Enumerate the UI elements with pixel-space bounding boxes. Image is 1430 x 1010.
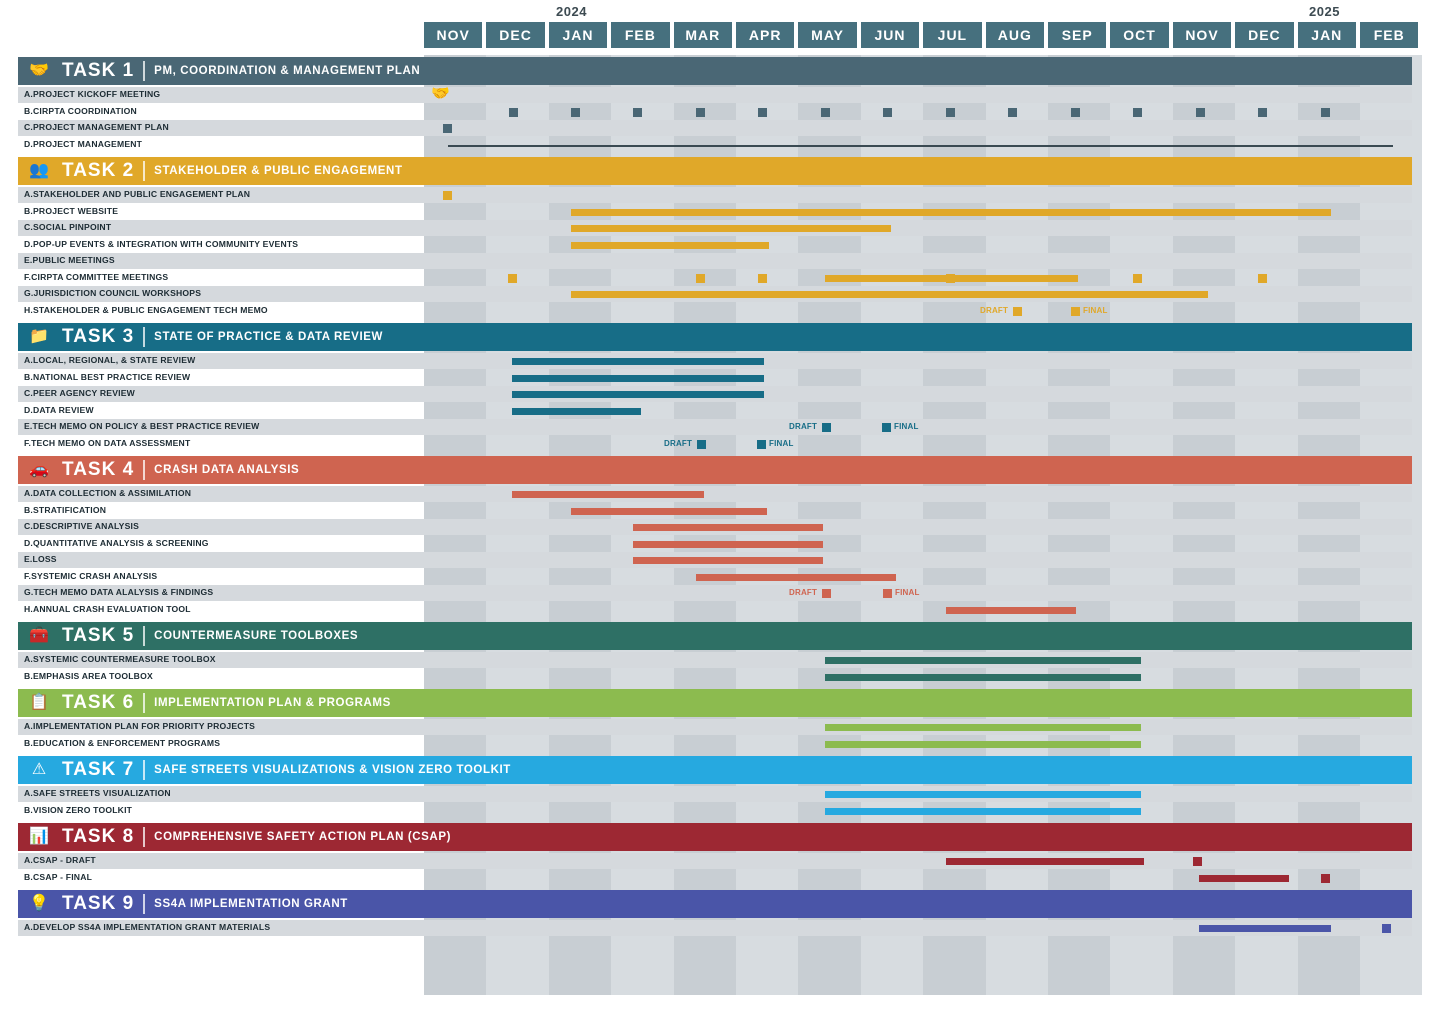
milestone-marker [821,108,830,117]
milestone-marker [443,124,452,133]
row-label: C.DESCRIPTIVE ANALYSIS [24,521,140,531]
task-number: TASK 2 [62,160,135,181]
month-header-oct-11: OCT [1110,22,1170,48]
toolbox-icon: 🧰 [29,627,49,644]
handshake-icon: 🤝 [29,62,49,79]
task-number: TASK 8 [62,826,135,847]
milestone-marker [508,274,517,283]
milestone-label: DRAFT [980,305,1009,315]
month-header-may-6: MAY [798,22,858,48]
task-row [18,486,1412,502]
milestone-marker [1193,857,1202,866]
row-label: A.DEVELOP SS4A IMPLEMENTATION GRANT MATERIALS [24,922,271,932]
milestone-label: FINAL [894,422,919,431]
row-label: A.SYSTEMIC COUNTERMEASURE TOOLBOX [24,654,216,664]
month-header-apr-5: APR [736,22,796,48]
month-header-aug-9: AUG [986,22,1046,48]
month-header-dec-13: DEC [1235,22,1295,48]
row-label: F.SYSTEMIC CRASH ANALYSIS [24,570,158,581]
gantt-bar [512,408,641,415]
gantt-bar [1199,925,1331,932]
task-row [18,120,1412,136]
task-row [18,552,1412,568]
row-label: H.STAKEHOLDER & PUBLIC ENGAGEMENT TECH MEMO [24,304,268,315]
milestone-marker [1013,307,1022,316]
row-label: A.SAFE STREETS VISUALIZATION [24,788,171,798]
milestone-marker [1071,307,1080,316]
task-row [18,303,1412,319]
task-row [18,536,1412,552]
task-row [18,853,1412,869]
row-label: D.QUANTITATIVE ANALYSIS & SCREENING [24,537,209,548]
task-title: COUNTERMEASURE TOOLBOXES [154,630,359,642]
divider [143,327,145,347]
row-label: D.POP-UP EVENTS & INTEGRATION WITH COMMUNITY EVENTS [24,238,299,249]
row-label: C.PROJECT MANAGEMENT PLAN [24,122,169,132]
milestone-label: DRAFT [789,588,818,597]
task-title: SAFE STREETS VISUALIZATIONS & VISION ZERO TOOLKIT [154,764,511,776]
task-row [18,602,1412,618]
task-number: TASK 9 [62,893,135,914]
milestone-label: DRAFT [789,422,818,431]
report-icon: 📊 [29,828,49,845]
task-row [18,519,1412,535]
milestone-marker [883,589,892,598]
task-row [18,786,1412,802]
task-header-task1 [18,57,1412,85]
task-title: COMPREHENSIVE SAFETY ACTION PLAN (CSAP) [154,831,452,843]
folder-icon: 📁 [29,328,49,345]
task-row [18,187,1412,203]
divider [143,626,145,646]
divider [143,61,145,81]
milestone-marker [696,274,705,283]
milestone-marker [697,440,706,449]
milestone-marker [1133,274,1142,283]
task-header-task8 [18,823,1412,851]
task-row [18,419,1412,435]
milestone-marker [509,108,518,117]
gantt-bar [571,508,767,515]
month-header-nov-0: NOV [424,22,484,48]
month-header-feb-3: FEB [611,22,671,48]
milestone-marker [883,108,892,117]
task-number: TASK 4 [62,459,135,480]
milestone-label: FINAL [769,438,794,448]
milestone-marker [758,108,767,117]
gantt-bar [825,657,1141,664]
row-label: A.PROJECT KICKOFF MEETING [24,89,161,99]
gantt-bar [571,291,1208,298]
task-number: TASK 5 [62,625,135,646]
task-row [18,137,1412,153]
duration-line [448,145,1393,147]
row-label: D.PROJECT MANAGEMENT [24,138,143,149]
milestone-marker [822,589,831,598]
gantt-bar [512,491,704,498]
gantt-bar [696,574,896,581]
milestone-marker [1196,108,1205,117]
month-header-jan-2: JAN [549,22,609,48]
row-label: B.STRATIFICATION [24,504,107,515]
milestone-marker [822,423,831,432]
row-label: E.TECH MEMO ON POLICY & BEST PRACTICE REVIEW [24,421,260,431]
divider [143,827,145,847]
milestone-marker [757,440,766,449]
milestone-marker [443,191,452,200]
milestone-label: DRAFT [664,438,693,448]
milestone-marker [696,108,705,117]
task-title: CRASH DATA ANALYSIS [154,464,300,476]
divider [143,460,145,480]
month-header-jun-7: JUN [861,22,921,48]
milestone-marker [882,423,891,432]
gantt-bar [946,607,1076,614]
task-row [18,719,1412,735]
task-title: IMPLEMENTATION PLAN & PROGRAMS [154,697,391,709]
milestone-marker [1071,108,1080,117]
task-header-task2 [18,157,1412,185]
people-icon: 👥 [29,162,49,179]
month-header-mar-4: MAR [674,22,734,48]
task-title: SS4A IMPLEMENTATION GRANT [154,898,348,910]
gantt-bar [571,225,891,232]
task-row [18,736,1412,752]
row-label: A.IMPLEMENTATION PLAN FOR PRIORITY PROJECTS [24,721,256,731]
milestone-marker [1382,924,1391,933]
month-header-dec-1: DEC [486,22,546,48]
task-row [18,403,1412,419]
row-label: C.PEER AGENCY REVIEW [24,388,135,398]
month-header-sep-10: SEP [1048,22,1108,48]
task-row [18,220,1412,236]
task-title: STATE OF PRACTICE & DATA REVIEW [154,331,383,343]
gantt-bar [571,209,1331,216]
divider [143,894,145,914]
gantt-bar [946,858,1144,865]
gantt-bar [512,358,764,365]
task-row [18,585,1412,601]
row-label: D.DATA REVIEW [24,404,94,415]
gantt-bar [1199,875,1289,882]
task-number: TASK 6 [62,692,135,713]
task-row [18,386,1412,402]
milestone-marker [946,108,955,117]
task-row [18,669,1412,685]
task-row [18,436,1412,452]
gantt-bar [825,724,1141,731]
task-row [18,652,1412,668]
row-label: B.CSAP - FINAL [24,871,93,882]
divider [143,693,145,713]
task-row [18,370,1412,386]
row-label: E.LOSS [24,554,57,564]
gantt-bar [571,242,769,249]
row-label: B.CIRPTA COORDINATION [24,105,137,116]
row-label: B.NATIONAL BEST PRACTICE REVIEW [24,371,191,382]
row-label: A.DATA COLLECTION & ASSIMILATION [24,488,192,498]
row-label: A.CSAP - DRAFT [24,855,96,865]
row-label: G.TECH MEMO DATA ALALYSIS & FINDINGS [24,587,214,597]
task-header-task5 [18,622,1412,650]
task-row [18,270,1412,286]
gantt-bar [825,791,1141,798]
milestone-marker [1133,108,1142,117]
gantt-bar [825,275,1078,282]
task-header-task9 [18,890,1412,918]
month-header-jul-8: JUL [923,22,983,48]
task-row [18,286,1412,302]
task-row [18,353,1412,369]
row-label: C.SOCIAL PINPOINT [24,222,112,232]
milestone-marker [633,108,642,117]
divider [143,161,145,181]
task-title: STAKEHOLDER & PUBLIC ENGAGEMENT [154,165,403,177]
milestone-icon: 🤝 [431,85,450,102]
task-row [18,920,1412,936]
task-number: TASK 3 [62,326,135,347]
year-label: 2024 [556,4,587,19]
row-label: F.CIRPTA COMMITTEE MEETINGS [24,271,169,282]
row-label: B.PROJECT WEBSITE [24,205,119,216]
row-label: G.JURISDICTION COUNCIL WORKSHOPS [24,288,202,298]
gantt-bar [825,674,1141,681]
row-label: F.TECH MEMO ON DATA ASSESSMENT [24,437,191,448]
row-label: B.EMPHASIS AREA TOOLBOX [24,670,153,681]
task-row [18,237,1412,253]
task-row [18,87,1412,103]
row-label: E.PUBLIC MEETINGS [24,255,115,265]
row-label: B.EDUCATION & ENFORCEMENT PROGRAMS [24,737,221,748]
month-header-jan-14: JAN [1298,22,1358,48]
milestone-marker [1321,874,1330,883]
warning-icon: ⚠ [31,761,47,778]
milestone-label: FINAL [1083,305,1108,315]
milestone-marker [758,274,767,283]
month-header-nov-12: NOV [1173,22,1233,48]
task-header-task6 [18,689,1412,717]
task-row [18,204,1412,220]
milestone-marker [571,108,580,117]
task-row [18,569,1412,585]
task-header-task3 [18,323,1412,351]
task-row [18,253,1412,269]
lightbulb-icon: 💡 [29,895,49,912]
milestone-marker [1258,274,1267,283]
milestone-label: FINAL [895,588,920,597]
gantt-bar [633,557,823,564]
year-label: 2025 [1309,4,1340,19]
month-header-feb-15: FEB [1360,22,1420,48]
row-label: A.LOCAL, REGIONAL, & STATE REVIEW [24,355,196,365]
crash-icon: 🚗 [29,461,49,478]
row-label: B.VISION ZERO TOOLKIT [24,804,133,815]
row-label: H.ANNUAL CRASH EVALUATION TOOL [24,603,191,614]
task-header-task4 [18,456,1412,484]
task-row [18,104,1412,120]
gantt-bar [825,741,1141,748]
task-row [18,503,1412,519]
task-number: TASK 1 [62,60,135,81]
milestone-marker [1321,108,1330,117]
gantt-bar [512,375,764,382]
task-row [18,870,1412,886]
clipboard-icon: 📋 [29,694,49,711]
task-title: PM, COORDINATION & MANAGEMENT PLAN [154,65,421,77]
milestone-marker [1258,108,1267,117]
task-row [18,803,1412,819]
gantt-bar [512,391,764,398]
task-number: TASK 7 [62,759,135,780]
gantt-bar [633,541,823,548]
row-label: A.STAKEHOLDER AND PUBLIC ENGAGEMENT PLAN [24,189,251,199]
task-header-task7 [18,756,1412,784]
gantt-bar [633,524,823,531]
milestone-marker [1008,108,1017,117]
gantt-bar [825,808,1141,815]
divider [143,760,145,780]
